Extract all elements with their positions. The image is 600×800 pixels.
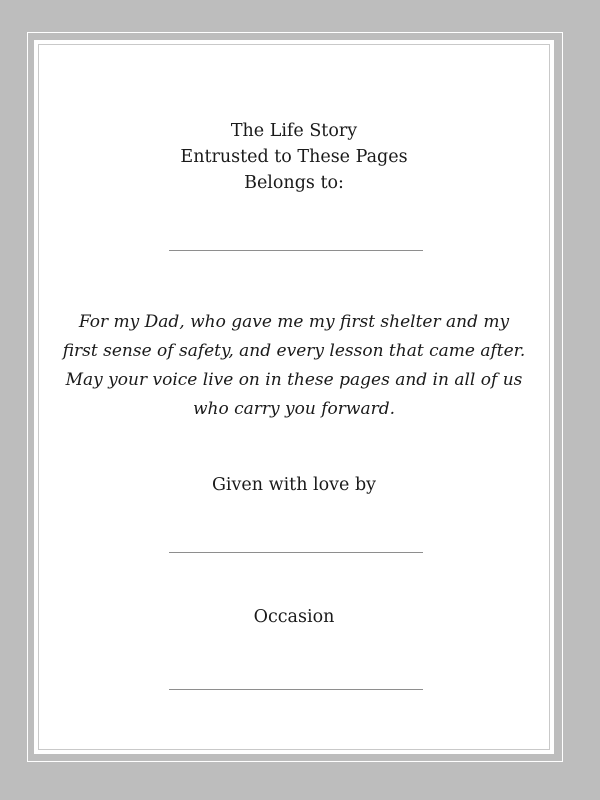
page-title <box>34 118 554 196</box>
title-line-3: Belongs to: <box>244 173 344 193</box>
given-by-label: Given with love by <box>211 475 377 495</box>
occasion-label: Occasion <box>253 607 335 627</box>
dedication-text: For my Dad, who gave me my first shelter and my first sense of safety, and every lesson that came after. May your voice live on in these pages and in all of us who carry you forward. <box>62 312 526 419</box>
owner-name-line[interactable] <box>169 250 423 251</box>
title-line-1: The Life Story <box>230 121 358 141</box>
title-line-2: Entrusted to These Pages <box>180 147 408 167</box>
dedication-page <box>34 40 554 754</box>
occasion-line[interactable] <box>169 689 423 690</box>
giver-name-line[interactable] <box>169 552 423 553</box>
